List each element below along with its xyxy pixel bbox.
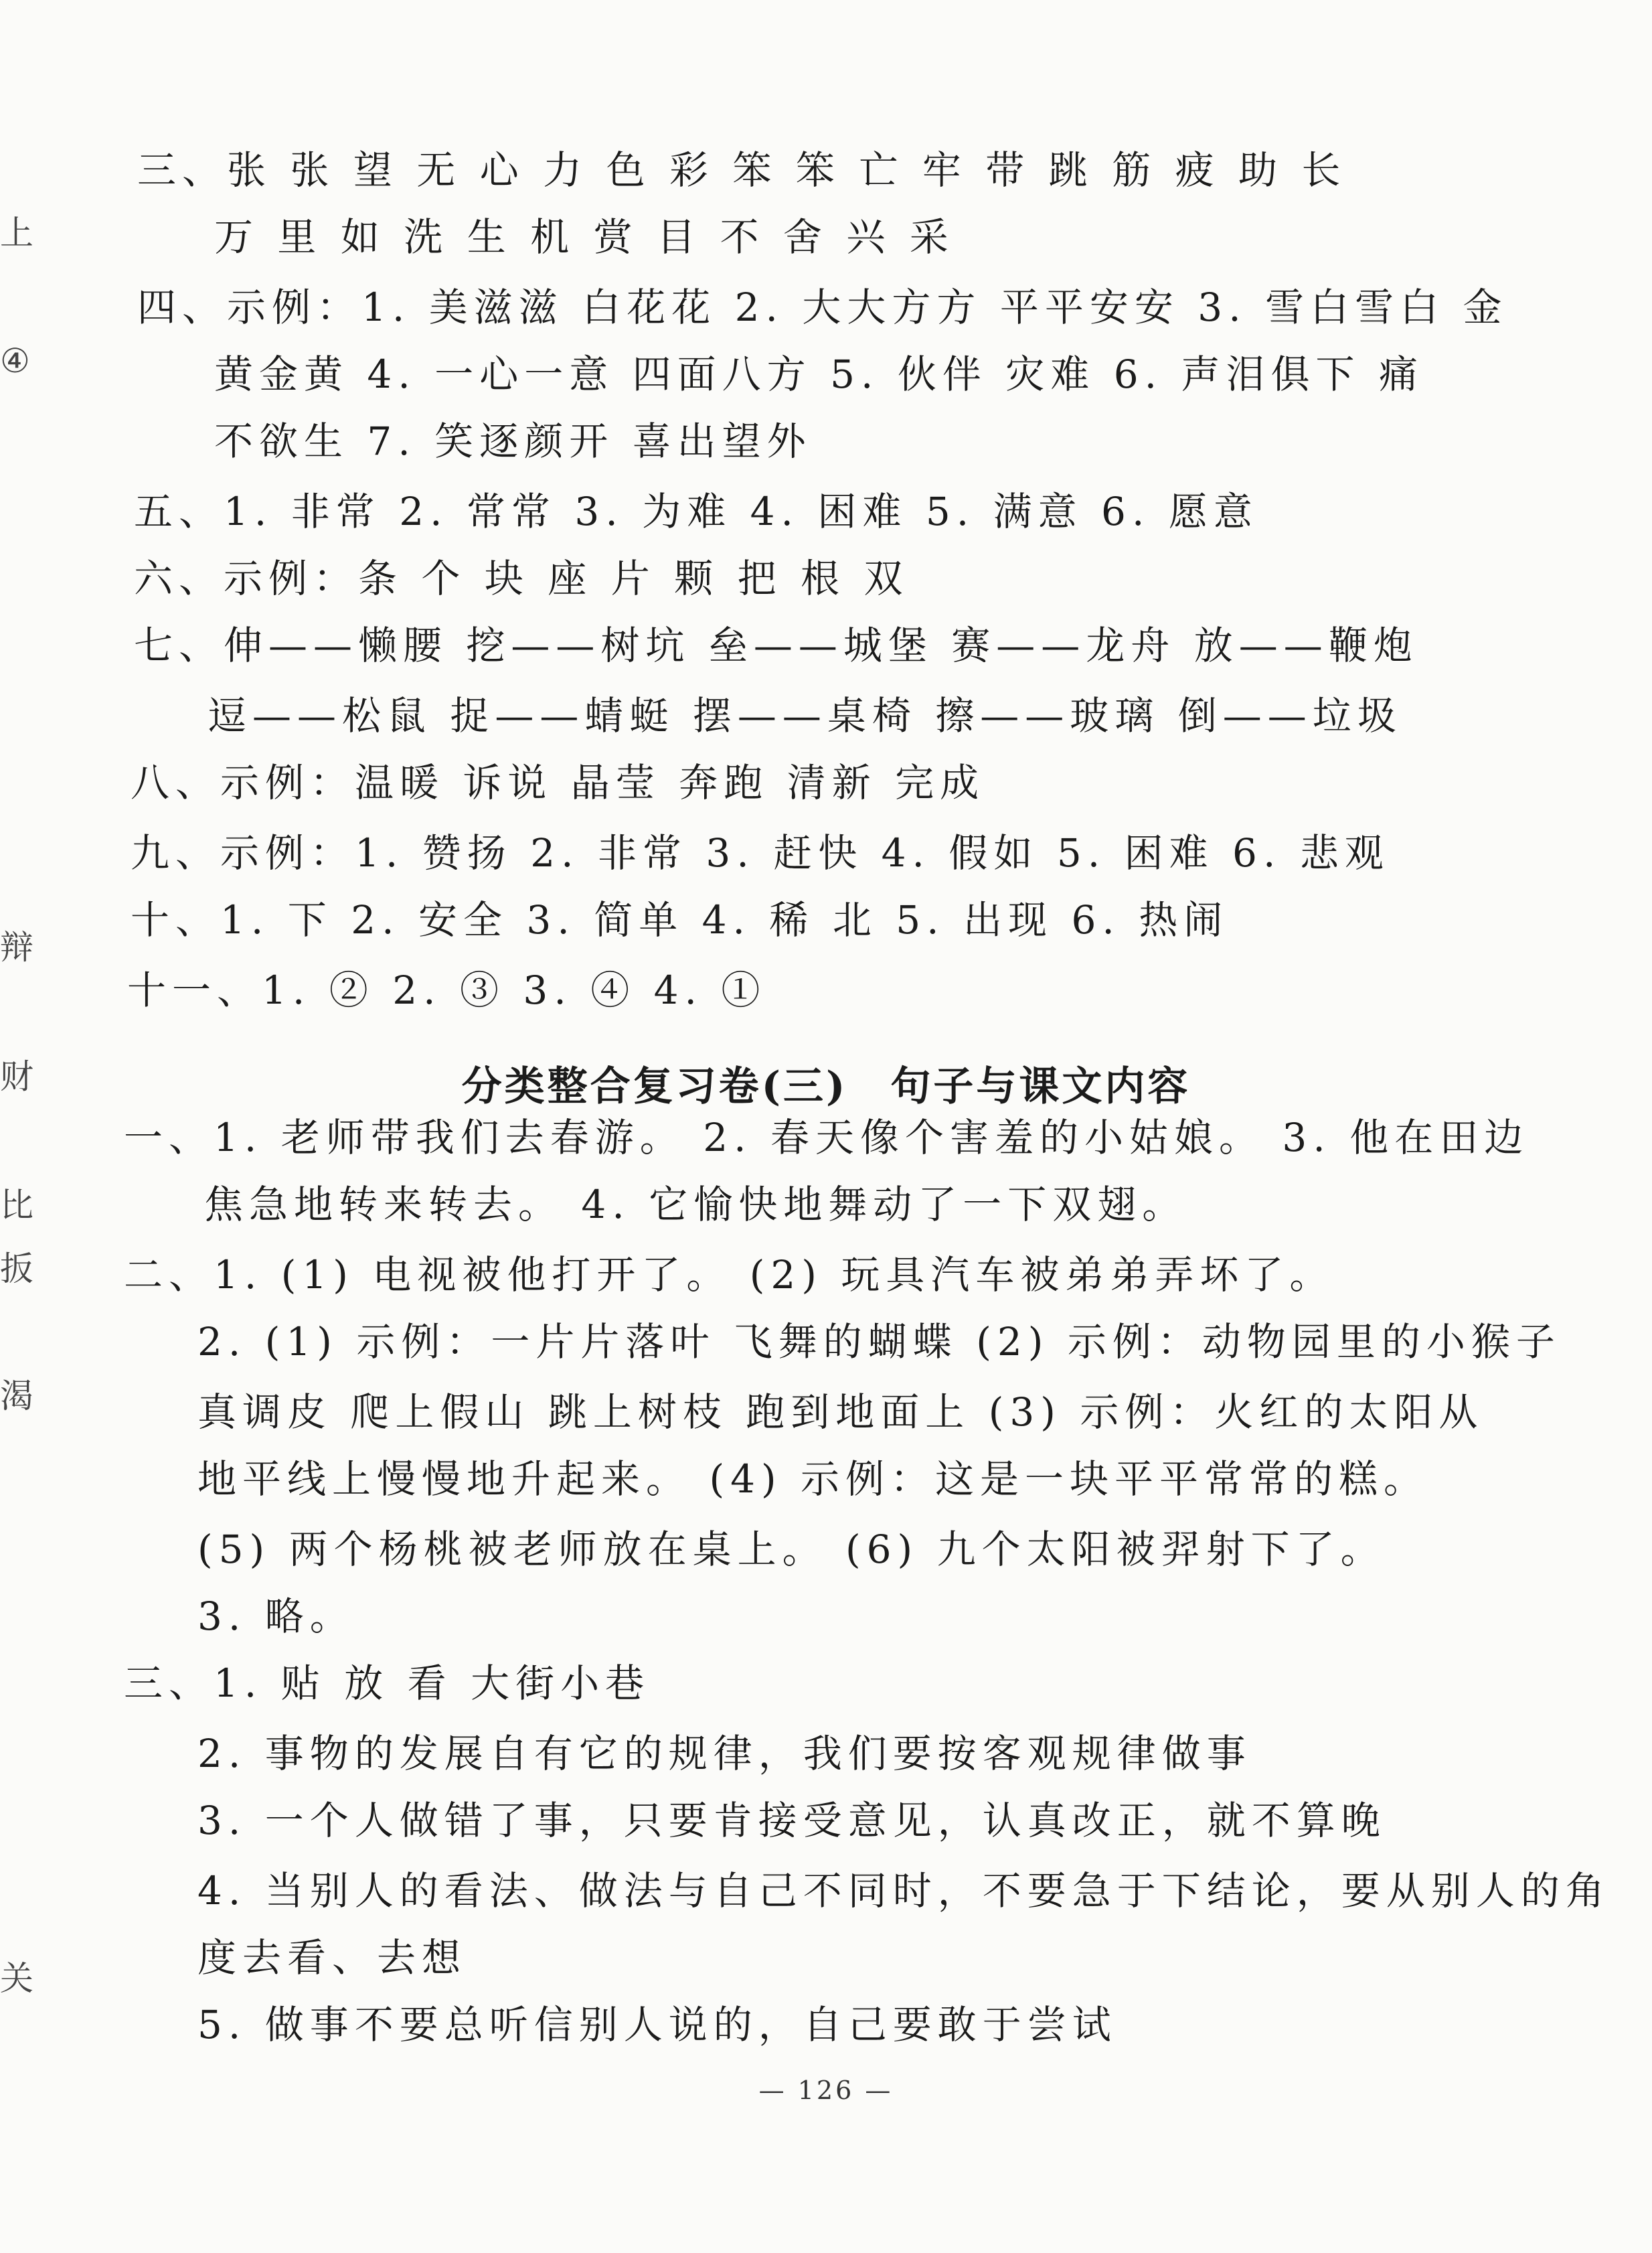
answer-line: 九、示例：1. 赞扬 2. 非常 3. 赶快 4. 假如 5. 困难 6. 悲观 [131,830,1390,876]
answer-line: 逗——松鼠 捉——蜻蜓 摆——桌椅 擦——玻璃 倒——垃圾 [208,693,1402,739]
answer-line: 三、张 张 望 无 心 力 色 彩 笨 笨 亡 牢 带 跳 筋 疲 助 长 [137,147,1347,193]
edge-char: 比 [0,1186,33,1225]
answer-line: 黄金黄 4. 一心一意 四面八方 5. 伙伴 灾难 6. 声泪俱下 痛 [214,352,1424,397]
answer-line: 2. 事物的发展自有它的规律，我们要按客观规律做事 [197,1731,1252,1776]
answer-line: 一、1. 老师带我们去春游。 2. 春天像个害羞的小姑娘。 3. 他在田边 [124,1115,1530,1160]
answer-line: 度去看、去想 [197,1935,467,1980]
answer-line: (5) 两个杨桃被老师放在桌上。 (6) 九个太阳被羿射下了。 [197,1527,1386,1572]
answer-line: 十一、1. ② 2. ③ 3. ④ 4. ① [127,967,766,1013]
answer-line: 三、1. 贴 放 看 大街小巷 [124,1660,651,1706]
answer-line: 不欲生 7. 笑逐颜开 喜出望外 [214,418,812,464]
answer-line: 4. 当别人的看法、做法与自己不同时，不要急于下结论，要从别人的角 [197,1868,1610,1914]
answer-line: 地平线上慢慢地升起来。 (4) 示例：这是一块平平常常的糕。 [197,1456,1429,1502]
answer-line: 五、1. 非常 2. 常常 3. 为难 4. 困难 5. 满意 6. 愿意 [134,489,1258,534]
answer-line: 八、示例：温暖 诉说 晶莹 奔跑 清新 完成 [131,760,985,805]
answer-line: 二、1. (1) 电视被他打开了。 (2) 玩具汽车被弟弟弄坏了。 [124,1252,1335,1298]
edge-char: ④ [0,341,30,380]
answer-line: 焦急地转来转去。 4. 它愉快地舞动了一下双翅。 [204,1182,1187,1227]
answer-line: 十、1. 下 2. 安全 3. 简单 4. 稀 北 5. 出现 6. 热闹 [131,897,1229,943]
edge-char: 扳 [0,1249,33,1288]
answer-line: 真调皮 爬上假山 跳上树枝 跑到地面上 (3) 示例：火红的太阳从 [197,1389,1484,1435]
edge-char: 辩 [0,928,33,967]
page-number: — 126 — [758,2076,894,2105]
answer-line: 六、示例：条 个 块 座 片 颗 把 根 双 [134,556,909,601]
edge-char: 关 [0,1959,33,1998]
answer-line: 四、示例：1. 美滋滋 白花花 2. 大大方方 平平安安 3. 雪白雪白 金 [137,285,1508,330]
answer-line: 万 里 如 洗 生 机 赏 目 不 舍 兴 采 [214,214,955,260]
answer-line: 5. 做事不要总听信别人说的，自己要敢于尝试 [197,2002,1117,2047]
answer-line: 2. (1) 示例：一片片落叶 飞舞的蝴蝶 (2) 示例：动物园里的小猴子 [197,1319,1561,1365]
answer-line: 七、伸——懒腰 挖——树坑 垒——城堡 赛——龙舟 放——鞭炮 [134,623,1418,668]
edge-char: 财 [0,1057,33,1096]
section-title: 分类整合复习卷(三) 句子与课文内容 [461,1063,1191,1110]
edge-char: 渴 [0,1377,33,1415]
answer-line: 3. 一个人做错了事，只要肯接受意见，认真改正，就不算晚 [197,1798,1386,1843]
answer-line: 3. 略。 [197,1594,355,1639]
edge-char: 上 [0,214,33,252]
